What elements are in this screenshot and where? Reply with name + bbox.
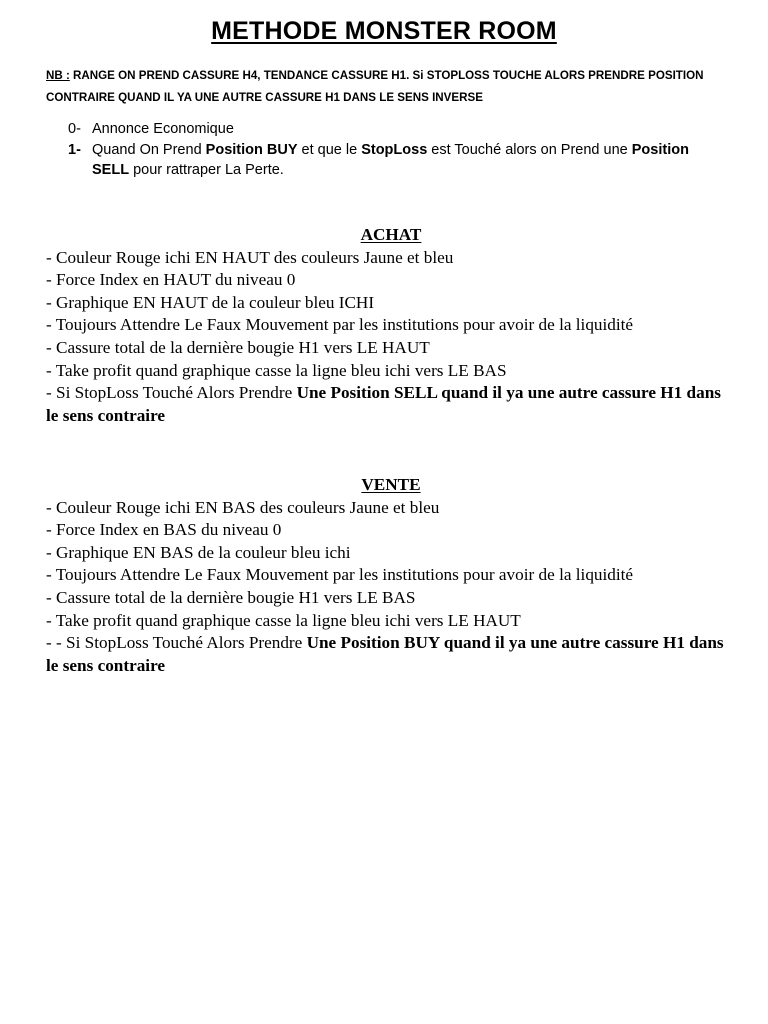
achat-line: - Couleur Rouge ichi EN HAUT des couleurs Jaune et bleu bbox=[46, 247, 454, 267]
vente-line: - Force Index en BAS du niveau 0 bbox=[46, 520, 282, 540]
vente-line: - Toujours Attendre Le Faux Mouvement par les institutions pour avoir de la liquidité bbox=[46, 565, 634, 585]
vente-stoploss-prefix: - - Si StopLoss Touché Alors Prendre bbox=[46, 633, 307, 653]
nb-label: NB : bbox=[46, 69, 70, 82]
vente-line: - Graphique EN BAS de la couleur bleu ichi bbox=[46, 542, 351, 562]
vente-heading: VENTE bbox=[361, 475, 421, 494]
numbered-item-0 bbox=[68, 119, 718, 140]
achat-line: - Force Index en HAUT du niveau 0 bbox=[46, 270, 296, 290]
achat-section bbox=[46, 224, 736, 427]
item-number: 0- bbox=[68, 121, 81, 137]
achat-line-stoploss bbox=[46, 382, 736, 427]
achat-line: - Graphique EN HAUT de la couleur bleu ICHI bbox=[46, 292, 375, 312]
item-text: est Touché alors on Prend une bbox=[427, 141, 632, 158]
item-text: et que le bbox=[297, 141, 362, 158]
achat-stoploss-bold: Une Position SELL quand il ya une autre cassure H1 dans le sens contraire bbox=[46, 383, 721, 425]
nb-note bbox=[46, 65, 736, 109]
item-text-bold: StopLoss bbox=[361, 141, 428, 158]
item-number: 1- bbox=[68, 141, 81, 158]
vente-line: - Couleur Rouge ichi EN BAS des couleurs Jaune et bleu bbox=[46, 497, 440, 517]
numbered-item-1 bbox=[68, 140, 718, 181]
item-text: Quand On Prend bbox=[92, 141, 206, 158]
item-text-bold: Position BUY bbox=[205, 141, 298, 158]
page-title: METHODE MONSTER ROOM bbox=[211, 17, 557, 45]
item-text: pour rattraper La Perte. bbox=[129, 162, 284, 178]
achat-line: - Cassure total de la dernière bougie H1 vers LE HAUT bbox=[46, 337, 430, 357]
vente-section bbox=[46, 474, 736, 677]
vente-line-stoploss bbox=[46, 632, 736, 677]
achat-line: - Take profit quand graphique casse la ligne bleu ichi vers LE BAS bbox=[46, 360, 507, 380]
numbered-list bbox=[68, 119, 718, 181]
achat-heading: ACHAT bbox=[360, 225, 422, 244]
achat-line: - Toujours Attendre Le Faux Mouvement par les institutions pour avoir de la liquidité bbox=[46, 315, 634, 335]
vente-line: - Cassure total de la dernière bougie H1 vers LE BAS bbox=[46, 587, 416, 607]
item-text: Annonce Economique bbox=[92, 121, 234, 137]
item-text-bold: Position SELL bbox=[92, 141, 689, 178]
vente-line: - Take profit quand graphique casse la ligne bleu ichi vers LE HAUT bbox=[46, 610, 521, 630]
achat-stoploss-prefix: - Si StopLoss Touché Alors Prendre bbox=[46, 383, 297, 403]
nb-text: RANGE ON PREND CASSURE H4, TENDANCE CASSURE H1. Si STOPLOSS TOUCHE ALORS PRENDRE POSITION CONTRAIRE QUAND IL YA UNE AUTRE CASSURE H1 DANS LE SENS INVERSE bbox=[46, 69, 704, 104]
vente-stoploss-bold: Une Position BUY quand il ya une autre cassure H1 dans le sens contraire bbox=[46, 633, 724, 675]
